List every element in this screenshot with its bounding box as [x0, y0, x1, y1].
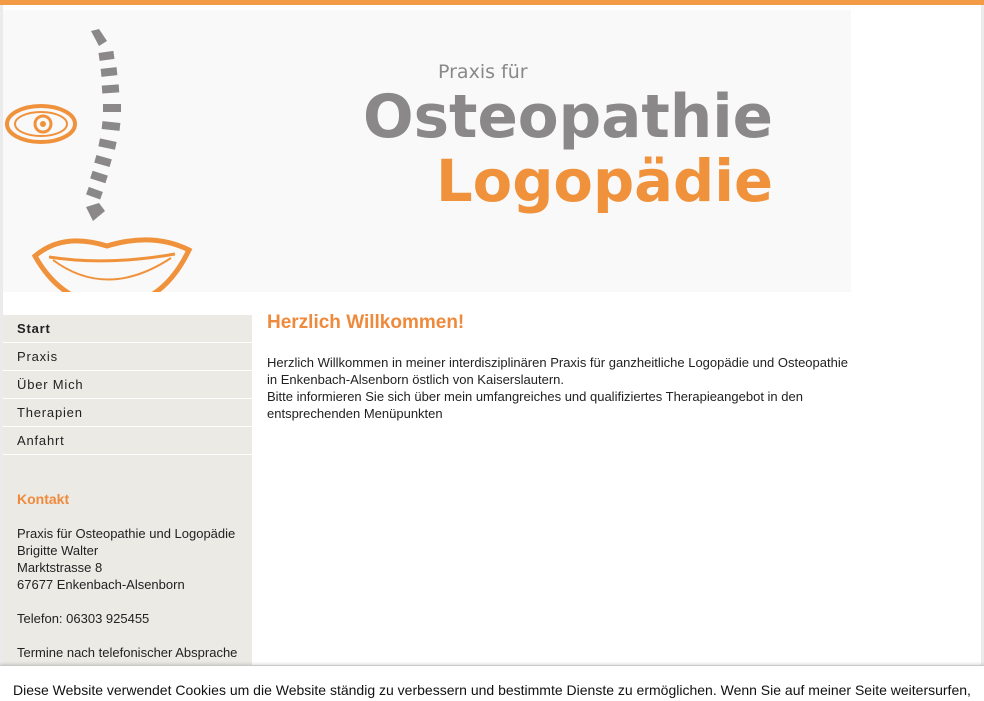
kontakt-heading: Kontakt: [17, 491, 70, 507]
site-header: [3, 10, 851, 292]
intro-line-2: in Enkenbach-Alsenborn östlich von Kaiserslautern.: [267, 372, 565, 387]
sidebar: [3, 315, 252, 665]
logo-line2: Logopädie: [436, 147, 773, 215]
cookie-banner-text: Diese Website verwendet Cookies um die Website ständig zu verbessern und bestimmte Dienste zu ermöglichen. Wenn Sie auf meiner Seite weitersurfen,: [13, 682, 971, 698]
top-accent-bar: [0, 0, 984, 5]
cookie-banner: [0, 665, 984, 701]
kontakt-practice-name: Praxis für Osteopathie und Logopädie: [17, 526, 236, 541]
intro-line-3: Bitte informieren Sie sich über mein umfangreiches und qualifiziertes Therapieangebot in den: [267, 389, 803, 404]
nav-item-therapien[interactable]: Therapien: [3, 399, 252, 427]
site-logo: [3, 10, 851, 292]
spacer: [17, 593, 249, 610]
nav-item-ueber-mich[interactable]: Über Mich: [3, 371, 252, 399]
kontakt-street: Marktstrasse 8: [17, 560, 103, 575]
kontakt-details: [17, 525, 249, 661]
kontakt-city: 67677 Enkenbach-Alsenborn: [17, 577, 185, 592]
intro-line-4: entsprechenden Menüpunkten: [267, 406, 443, 421]
spacer: [17, 627, 249, 644]
nav-item-start[interactable]: Start: [3, 315, 252, 343]
nav-item-praxis[interactable]: Praxis: [3, 343, 252, 371]
nav-item-anfahrt[interactable]: Anfahrt: [3, 427, 252, 455]
logo-line1: Osteopathie: [363, 82, 773, 152]
main-navigation: [3, 315, 252, 455]
intro-paragraph: [267, 354, 857, 422]
main-content: [267, 312, 857, 422]
kontakt-note: Termine nach telefonischer Absprache: [17, 645, 238, 660]
logo-small-text: Praxis für: [438, 61, 528, 83]
intro-line-1: Herzlich Willkommen in meiner interdisziplinären Praxis für ganzheitliche Logopädie und Osteopathie: [267, 355, 848, 370]
kontakt-person: Brigitte Walter: [17, 543, 99, 558]
kontakt-phone: Telefon: 06303 925455: [17, 611, 150, 626]
page-title: Herzlich Willkommen!: [267, 312, 465, 333]
